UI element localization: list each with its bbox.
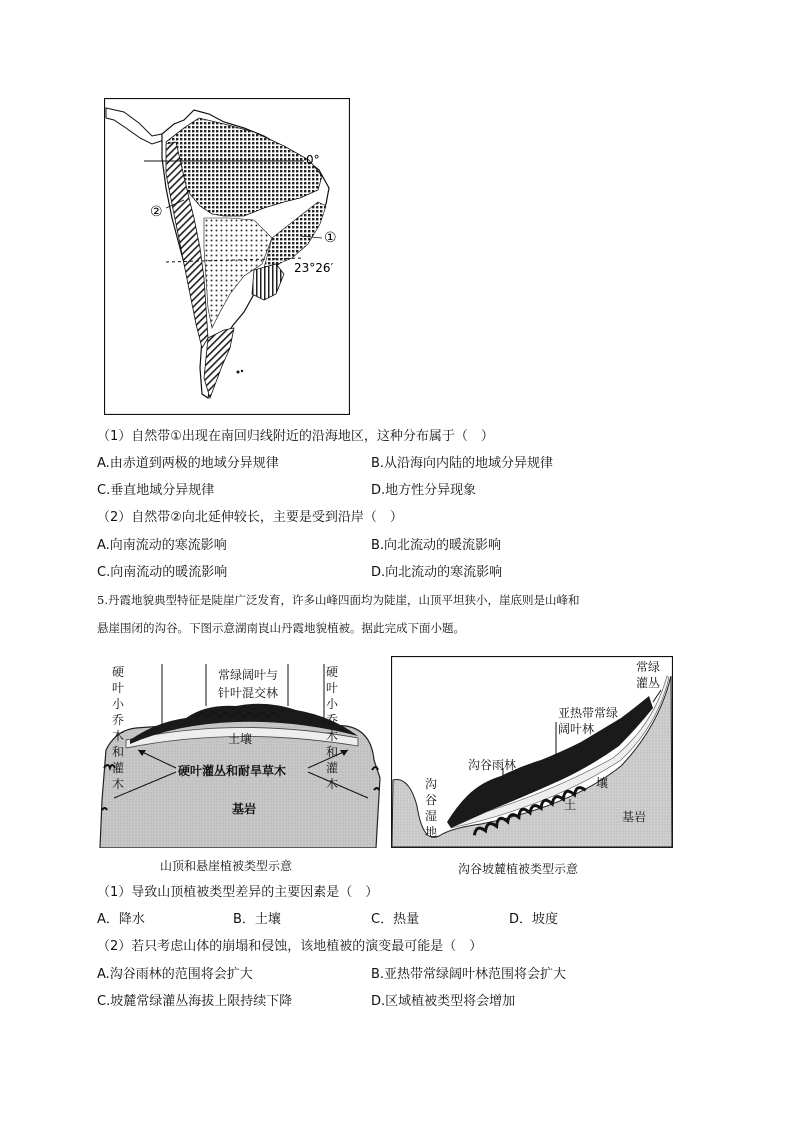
- label-soil-right-2: 土: [564, 798, 577, 812]
- label-subtropical-line1: 亚热带常绿: [558, 706, 619, 720]
- q4-sub2-option-d[interactable]: D.向北流动的寒流影响: [371, 565, 503, 580]
- label-hard-right: 硬叶小乔木和灌木: [326, 665, 339, 791]
- label-bedrock-right: 基岩: [622, 810, 647, 824]
- label-mixed-line2: 针叶混交林: [218, 686, 279, 700]
- zone1-label: ①: [324, 230, 337, 246]
- q5-sub1-option-a[interactable]: A．降水: [97, 912, 145, 927]
- zone2-label: ②: [150, 204, 163, 220]
- q4-sub2-option-c[interactable]: C.向南流动的暖流影响: [97, 565, 228, 580]
- label-evergreen-shrub: 常绿灌丛: [636, 660, 661, 690]
- q4-sub2-option-a[interactable]: A.向南流动的寒流影响: [97, 538, 227, 553]
- q5-sub2-option-b[interactable]: B.亚热带常绿阔叶林范围将会扩大: [371, 967, 567, 982]
- label-subtropical-line2: 阔叶林: [558, 722, 595, 736]
- q5-sub1-option-d[interactable]: D．坡度: [509, 912, 559, 927]
- q5-sub2-stem: （2）若只考虑山体的崩塌和侵蚀，该地植被的演变最可能是（ ）: [97, 939, 483, 954]
- caption-left: 山顶和悬崖植被类型示意: [160, 859, 293, 873]
- label-rainforest: 沟谷雨林: [468, 758, 517, 772]
- tropic-label: 23°26′: [294, 261, 334, 275]
- q5-intro-line2: 悬崖围闭的沟谷。下图示意湖南崀山丹霞地貌植被。据此完成下面小题。: [97, 621, 465, 635]
- south-america-map: [104, 98, 350, 415]
- q5-sub2-option-d[interactable]: D.区域植被类型将会增加: [371, 994, 516, 1009]
- q4-sub1-option-b[interactable]: B.从沿海向内陆的地域分异规律: [371, 456, 554, 471]
- label-soil-right-1: 壤: [596, 776, 609, 790]
- q4-sub1-option-d[interactable]: D.地方性分异现象: [371, 483, 477, 498]
- q5-sub2-option-a[interactable]: A.沟谷雨林的范围将会扩大: [97, 967, 253, 982]
- q5-intro-line1: 5.丹霞地貌典型特征是陡崖广泛发育，许多山峰四面均为陡崖，山顶平坦狭小，崖底则是山峰和: [97, 593, 580, 607]
- label-bedrock-left: 基岩: [232, 802, 257, 816]
- label-wetland: 沟谷湿地: [425, 777, 438, 839]
- label-soil-left: 土壤: [228, 732, 253, 746]
- q5-sub2-option-c[interactable]: C.坡麓常绿灌丛海拔上限持续下降: [97, 994, 293, 1009]
- q4-sub1-stem: （1）自然带①出现在南回归线附近的沿海地区，这种分布属于（ ）: [97, 429, 494, 444]
- q4-sub1-option-c[interactable]: C.垂直地域分异规律: [97, 483, 215, 498]
- q4-sub2-option-b[interactable]: B.向北流动的暖流影响: [371, 538, 502, 553]
- q5-sub1-option-c[interactable]: C．热量: [371, 912, 420, 927]
- q4-sub1-option-a[interactable]: A.由赤道到两极的地域分异规律: [97, 456, 279, 471]
- label-hard-left: 硬叶小乔木和灌木: [112, 665, 125, 791]
- q5-sub1-option-b[interactable]: B．土壤: [233, 912, 281, 927]
- label-shrub: 硬叶灌丛和耐旱草木: [178, 764, 287, 778]
- label-mixed-line1: 常绿阔叶与: [218, 668, 279, 682]
- q4-sub2-stem: （2）自然带②向北延伸较长，主要是受到沿岸（ ）: [97, 510, 403, 525]
- equator-label: 0°: [306, 153, 320, 167]
- q5-sub1-stem: （1）导致山顶植被类型差异的主要因素是（ ）: [97, 885, 379, 900]
- caption-right: 沟谷坡麓植被类型示意: [458, 862, 579, 876]
